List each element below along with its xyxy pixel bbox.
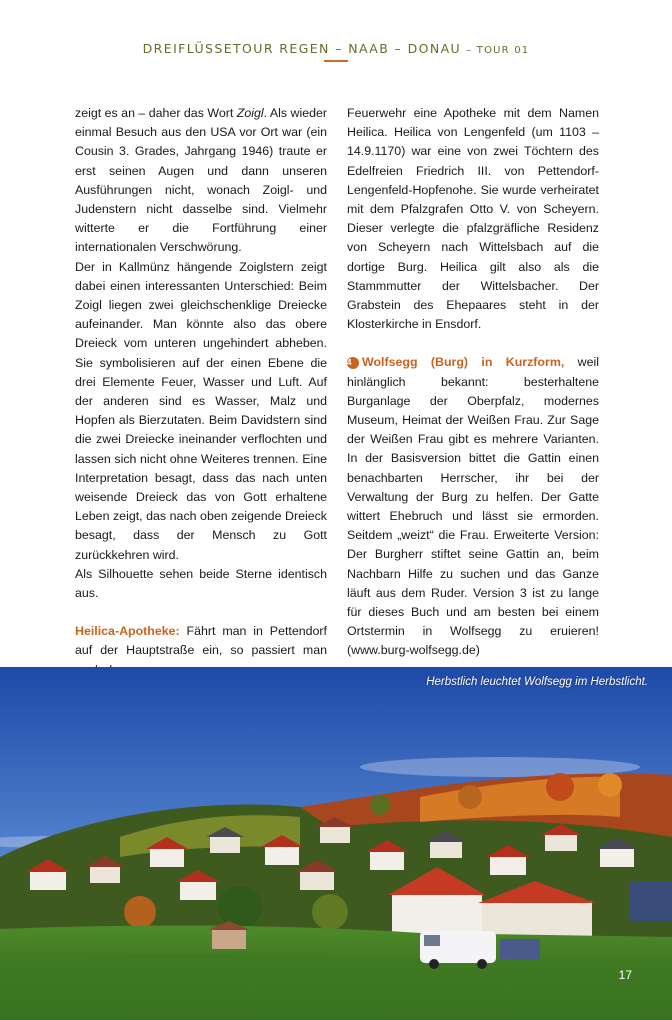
paragraph-gap [347, 334, 599, 353]
left-column [75, 104, 327, 680]
header-tour: – TOUR 01 [466, 45, 530, 56]
header-title: DREIFLÜSSETOUR REGEN – NAAB – DONAU [142, 41, 462, 56]
village-landscape-illustration [0, 667, 672, 1020]
left-paragraph-2: Der in Kallmünz hängende Zoiglstern zeigt dabei einen interessanten Unterschied: Beim Zoigl liegen zwei gleichschenklige Dreiecke aufeinander. Man könnte also das obere Dreieck vom unteren ungehindert abheben. Sie symbolisieren auf der einen Ebene die drei Elemente Feuer, Wasser und Luft. Auf der anderen sind es Wasser, Malz und Hopfen als Bierzutaten. Beim Davidstern sind die zwei Dreiecke ineinander verflochten und lassen sich nicht ohne Weiteres trennen. Eine Interpretation besagt, dass das nach unten weisende Dreieck das von Gott erhaltene Leben zeigt, das nach oben zeigende Dreieck besagt, dass der Mensch zu Gott zurückkehren wird. [75, 259, 327, 562]
right-column [347, 104, 599, 661]
paragraph-gap [75, 603, 327, 622]
page-number: 17 [618, 968, 632, 982]
heilica-text: Fährt man in Pettendorf auf der Hauptstraße ein, so passiert man [75, 624, 327, 658]
header-rule [324, 60, 348, 62]
left-paragraph-3: Als Silhouette sehen beide Sterne identisch aus. [75, 566, 327, 601]
wolfsegg-paragraph [347, 353, 599, 660]
p1-text-before: zeigt es an – daher das Wort [75, 106, 237, 120]
wolfsegg-heading: Wolfsegg (Burg) in Kurzform, [362, 355, 565, 370]
zoigl-word: Zoigl [236, 106, 264, 120]
wolfsegg-text: weil hinlänglich bekannt: besterhaltene Burganlage der Oberpfalz, modernes Museum, Heimat der Weißen Frau. Zur Sage der Weißen Frau gibt es mehrere Varianten. In der Basisversion bittet die Gattin einen benachbarten Herrscher, ihr bei der Verwaltung der Burg zu helfen. Der Gatte wittert Ehebruch und lässt sie ermorden. Seitdem „weizt“ die Frau. Erweiterte Version: Der Burgherr stiftet seine Gattin an, beim Nachbarn Hilfe zu suchen und das Ganze läuft aus dem Ruder. Version 3 ist zu lange für dieses Buch und am besten bei einem Ortstermin in Wolfsegg zu eruieren! (www.burg-wolfsegg.de) [347, 355, 599, 658]
heilica-heading: Heilica-Apotheke: [75, 624, 180, 639]
wolfsegg-photo [0, 667, 672, 1020]
running-header [0, 38, 672, 57]
right-paragraph-1: Feuerwehr eine Apotheke mit dem Namen Heilica. Heilica von Lengenfeld (um 1103 – 14.9.1170) war eine von zwei Töchtern des Edelfreien Friedrich III. von Pettendorf-Lengenfeld-Hopfenohe. Sie wurde verheiratet mit dem Pfalzgrafen Otto V. von Scheyern. Dieser verlegte die pfalzgräfliche Residenz von Scheyern nach Wittelsbach auf die dortige Burg. Heilica gilt also als die Stammmutter der Wittelsbacher. Der Grabstein des Ehepaares steht in der Klosterkirche in Ensdorf. [347, 106, 599, 332]
p1-text-after: . Als wieder einmal Besuch aus den USA vor Ort war (ein Cousin 3. Grades, Jahrgang 1946) traute er erst seinen Augen und dann unseren Ausführungen nicht, wonach Zoigl- und Judenstern nicht dasselbe sind. Vielmehr witterte er die Fortführung einer internationalen Verschwörung. [75, 106, 327, 255]
location-number-badge: 4 [347, 357, 359, 369]
left-paragraph-1 [75, 104, 327, 258]
photo-caption: Herbstlich leuchtet Wolfsegg im Herbstlicht. [426, 676, 648, 688]
